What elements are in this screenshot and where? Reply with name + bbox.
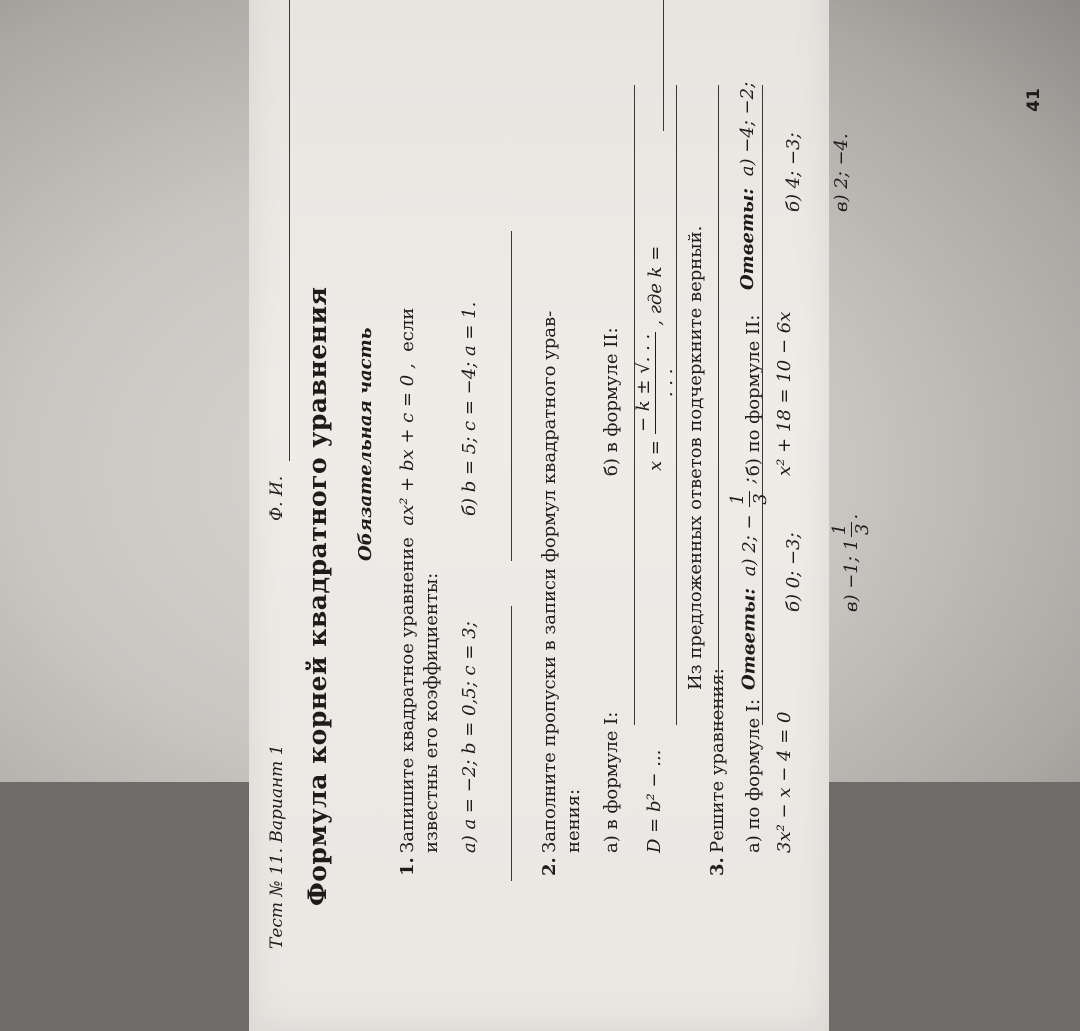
q4-block (685, 81, 975, 690)
q4-right-c[interactable]: в) 2; −4. (831, 133, 852, 212)
q3-number: 3. (707, 857, 728, 876)
q1-answer-line-a[interactable] (511, 606, 512, 881)
q2-option-b-label: б) в формуле II: (601, 327, 622, 476)
test-label: Тест № 11. Вариант 1 (267, 744, 287, 949)
q1-text: Запишите квадратное уравнение ax² + bx + c = 0 , если (397, 307, 418, 853)
q2-formula-1: D = b² − ... (644, 749, 665, 853)
q4-left-c[interactable]: в) −1; 1 1 3 . (829, 513, 873, 612)
q2-formula-2: x = − k ± √. . . . . . , где k = (633, 245, 677, 471)
q2-number: 2. (539, 857, 560, 876)
q1-text-line2: известны его коэффициенты: (421, 572, 442, 853)
q4-left-b[interactable]: б) 0; −3; (783, 532, 804, 612)
page-title: Формула корней квадратного уравнения (303, 286, 332, 906)
q2-text-line2: нения: (563, 788, 584, 853)
q3-equation-a: 3x² − x − 4 = 0 (774, 711, 795, 853)
name-label: Ф. И. (267, 475, 287, 521)
q4-right-b[interactable]: б) 4; −3; (783, 132, 804, 212)
q1-option-a: а) a = −2; b = 0,5; c = 3; (459, 621, 480, 853)
q3-equation-b: x² + 18 = 10 − 6x (774, 311, 795, 476)
name-line[interactable] (289, 0, 290, 461)
section-title: Обязательная часть (355, 327, 376, 561)
q1-option-b: б) b = 5; c = −4; a = 1. (459, 301, 480, 516)
page-number: 41 (1023, 88, 1044, 112)
q3-text: Решите уравнения: (707, 668, 728, 853)
q2-text: Заполните пропуски в записи формул квадратного урав- (539, 310, 560, 853)
q2-option-a-label: а) в формуле I: (601, 711, 622, 853)
q4-text: Из предложенных ответов подчеркните верный. (685, 225, 706, 690)
q2-k-answer-line[interactable] (663, 0, 664, 131)
q3-option-a-label: а) по формуле I: (743, 698, 764, 853)
q1-number: 1. (397, 857, 418, 876)
q3-option-b-label: б) по формуле II: (743, 314, 764, 476)
q1-answer-line-b[interactable] (511, 231, 512, 561)
q4-right-a[interactable]: Ответы: а) −4; −2; (737, 81, 758, 290)
q4-left-answers: Ответы: а) 2; − 1 3 ; (727, 477, 771, 690)
